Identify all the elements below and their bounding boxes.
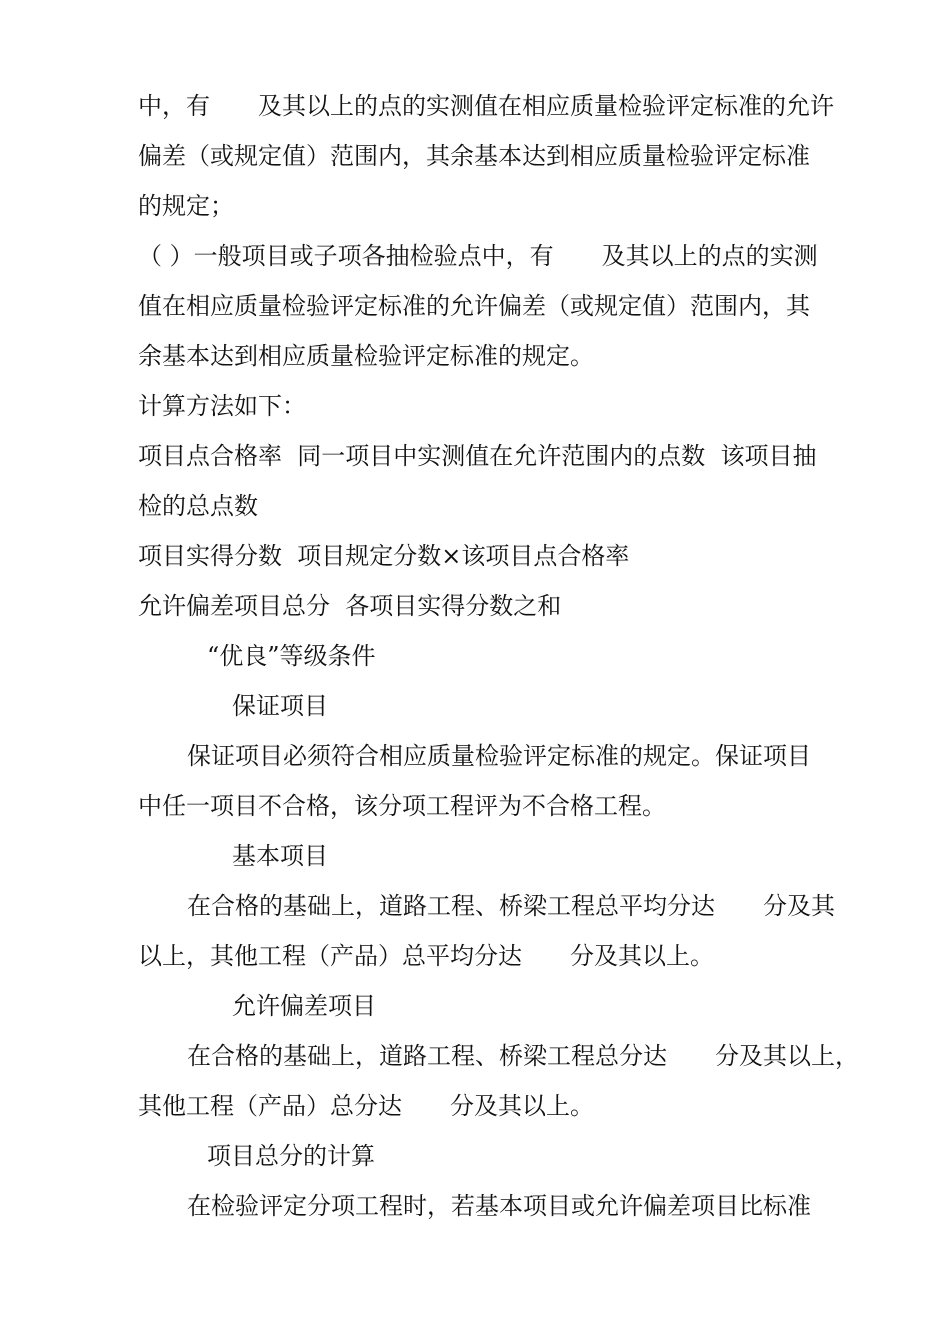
formula-line: 项目实得分数 项目规定分数×该项目点合格率 bbox=[138, 542, 630, 570]
formula-line: 项目点合格率 同一项目中实测值在允许范围内的点数 该项目抽 bbox=[138, 442, 817, 470]
body-text-line: 余基本达到相应质量检验评定标准的规定。 bbox=[138, 342, 594, 370]
subsection-heading: 保证项目 bbox=[232, 692, 328, 720]
section-heading: “优良”等级条件 bbox=[207, 642, 376, 670]
body-text-line: 在合格的基础上，道路工程、桥梁工程总分达 分及其以上， bbox=[187, 1042, 859, 1070]
subsection-heading: 基本项目 bbox=[232, 842, 328, 870]
body-text-line: 中任一项目不合格，该分项工程评为不合格工程。 bbox=[138, 792, 666, 820]
body-text-line: 以上，其他工程（产品）总平均分达 分及其以上。 bbox=[138, 942, 714, 970]
body-text-line: 值在相应质量检验评定标准的允许偏差（或规定值）范围内，其 bbox=[138, 292, 810, 320]
body-text-line: 其他工程（产品）总分达 分及其以上。 bbox=[138, 1092, 594, 1120]
section-heading: 计算方法如下： bbox=[138, 392, 306, 420]
section-heading: 项目总分的计算 bbox=[207, 1142, 375, 1170]
formula-line: 允许偏差项目总分 各项目实得分数之和 bbox=[138, 592, 562, 620]
body-text-line: 的规定； bbox=[138, 192, 234, 220]
subsection-heading: 允许偏差项目 bbox=[232, 992, 376, 1020]
body-text-line: 中，有 及其以上的点的实测值在相应质量检验评定标准的允许 bbox=[138, 92, 834, 120]
body-text-line: （ ）一般项目或子项各抽检验点中，有 及其以上的点的实测 bbox=[138, 242, 818, 270]
body-text-line: 在合格的基础上，道路工程、桥梁工程总平均分达 分及其 bbox=[187, 892, 835, 920]
body-text-line: 偏差（或规定值）范围内，其余基本达到相应质量检验评定标准 bbox=[138, 142, 810, 170]
body-text-line: 保证项目必须符合相应质量检验评定标准的规定。保证项目 bbox=[187, 742, 811, 770]
formula-line: 检的总点数 bbox=[138, 492, 258, 520]
body-text-line: 在检验评定分项工程时，若基本项目或允许偏差项目比标准 bbox=[187, 1192, 811, 1220]
